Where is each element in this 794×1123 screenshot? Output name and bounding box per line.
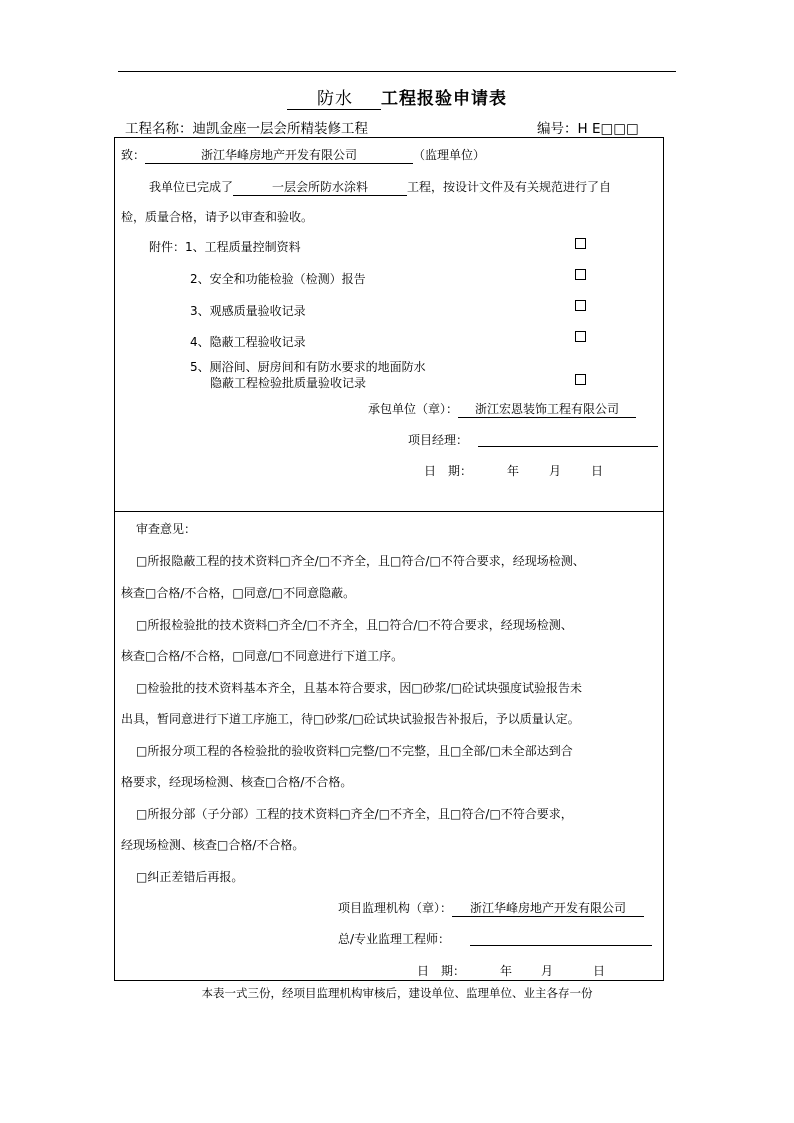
agency-row (338, 899, 644, 917)
review-line-1: □所报隐蔽工程的技术资料□齐全/□不齐全，且□符合/□不符合要求，经现场检测、 (136, 554, 585, 568)
attachment-3: 3、观感质量验收记录 (190, 304, 306, 318)
attachment-2-checkbox[interactable] (575, 269, 586, 280)
project-name-row (125, 117, 368, 137)
application-year: 年 (507, 464, 520, 478)
review-line-8: 格要求，经现场检测、核查□合格/不合格。 (121, 775, 353, 789)
attachment-5-line2: 隐蔽工程检验批质量验收记录 (210, 376, 367, 390)
manager-signature-line[interactable] (478, 446, 658, 447)
review-line-7: □所报分项工程的各检验批的验收资料□完整/□不完整，且□全部/□未全部达到合 (136, 744, 573, 758)
review-heading: 审查意见： (136, 522, 197, 536)
attachment-4: 4、隐蔽工程验收记录 (190, 335, 306, 349)
completed-work: 一层会所防水涂料 (233, 178, 407, 196)
completed-row-2: 检，质量合格，请予以审查和验收。 (121, 210, 314, 224)
attachment-5-checkbox[interactable] (575, 374, 586, 385)
review-line-5: □检验批的技术资料基本齐全，且基本符合要求，因□砂浆/□砼试块强度试验报告未 (136, 681, 583, 695)
title-blank: 防水 (287, 84, 381, 110)
review-line-6: 出具，暂同意进行下道工序施工，待□砂浆/□砼试块试验报告补报后，予以质量认定。 (121, 712, 580, 726)
review-line-4: 核查□合格/不合格，□同意/□不同意进行下道工序。 (121, 649, 404, 663)
contractor-name: 浙江宏恩装饰工程有限公司 (458, 400, 636, 418)
footer-note: 本表一式三份，经项目监理机构审核后，建设单位、监理单位、业主各存一份 (201, 986, 593, 1000)
title-text: 工程报验申请表 (381, 89, 507, 109)
project-name: 迪凯金座一层会所精装修工程 (192, 121, 368, 137)
attachment-2: 2、安全和功能检验（检测）报告 (190, 272, 366, 286)
application-day: 日 (591, 464, 604, 478)
manager-label: 项目经理： (408, 433, 469, 447)
project-label: 工程名称： (125, 121, 193, 137)
completed-suffix: 工程，按设计文件及有关规范进行了自 (407, 180, 612, 194)
application-date-label: 日 期： (424, 464, 473, 478)
number-row (537, 117, 639, 137)
review-day: 日 (593, 964, 606, 978)
contractor-row (368, 400, 636, 418)
number-value: H E□□□ (577, 121, 639, 137)
review-line-10: 经现场检测、核查□合格/不合格。 (121, 838, 305, 852)
top-rule (118, 71, 676, 72)
engineer-label: 总/专业监理工程师： (338, 932, 451, 946)
attachment-1: 附件：1、工程质量控制资料 (149, 240, 301, 254)
attachment-1-checkbox[interactable] (575, 238, 586, 249)
to-unit: 浙江华峰房地产开发有限公司 (145, 146, 413, 164)
review-line-11: □纠正差错后再报。 (136, 870, 244, 884)
completed-row (149, 178, 611, 196)
attachment-5: 5、厕浴间、厨房间和有防水要求的地面防水 (190, 360, 426, 374)
to-suffix: （监理单位） (413, 148, 486, 162)
number-label: 编号： (537, 121, 578, 137)
review-date-label: 日 期： (417, 964, 466, 978)
review-month: 月 (541, 964, 554, 978)
agency-name: 浙江华峰房地产开发有限公司 (452, 899, 644, 917)
review-line-2: 核查□合格/不合格，□同意/□不同意隐蔽。 (121, 586, 356, 600)
to-label: 致： (121, 148, 146, 162)
attachment-3-checkbox[interactable] (575, 300, 586, 311)
completed-prefix: 我单位已完成了 (149, 180, 234, 194)
form-title (0, 84, 794, 110)
application-month: 月 (549, 464, 562, 478)
contractor-label: 承包单位（章）： (368, 402, 459, 416)
review-line-9: □所报分部（子分部）工程的技术资料□齐全/□不齐全，且□符合/□不符合要求， (136, 807, 573, 821)
agency-label: 项目监理机构（章）： (338, 901, 453, 915)
to-row (121, 146, 485, 164)
engineer-signature-line[interactable] (470, 945, 652, 946)
review-year: 年 (500, 964, 513, 978)
section-divider (114, 511, 664, 512)
attachment-4-checkbox[interactable] (575, 331, 586, 342)
review-line-3: □所报检验批的技术资料□齐全/□不齐全，且□符合/□不符合要求，经现场检测、 (136, 618, 573, 632)
